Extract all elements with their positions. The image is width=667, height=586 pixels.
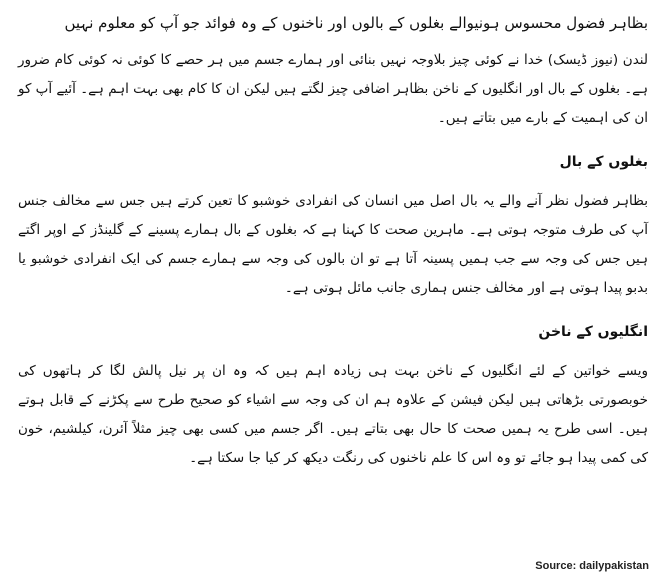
section-heading-armpit-hair: بغلوں کے بال [559,154,648,170]
spacer [18,133,648,139]
source-credit: Source: dailypakistan [535,560,649,572]
section-heading-nails: انگلیوں کے ناخن [538,324,648,340]
spacer [18,303,648,309]
article-title: بظاہر فضول محسوس ہونیوالے بغلوں کے بالوں اور ناخنوں کے وہ فوائد جو آپ کو معلوم نہیں [64,14,648,32]
section-body-nails: ویسے خواتین کے لئے انگلیوں کے ناخن بہت ہی زیادہ اہم ہیں کہ وہ ان پر نیل پالش لگا کر ہاتھوں کی خوبصورتی بڑھاتی ہیں لیکن فیشن کے علاوہ ہم ان کی وجہ سے اشیاء کو صحیح طرح سے پکڑنے کے قابل ہوتے ہیں۔ اسی طرح یہ ہمیں صحت کا حال بھی بتاتے ہیں۔ اگر جسم میں کسی بھی چیز مثلاً آئرن، کیلشیم، خون کی کمی پیدا ہو جائے تو وہ اس کا علم ناخنوں کی رنگت دیکھ کر کیا جا سکتا ہے۔ [18,363,648,466]
article [18,8,648,578]
section-body-armpit-hair: بظاہر فضول نظر آنے والے یہ بال اصل میں انسان کی انفرادی خوشبو کا تعین کرتے ہیں جس سے مخالف جنس آپ کی طرف متوجہ ہوتی ہے۔ ماہرین صحت کا کہنا ہے کہ بغلوں کے بال ہمارے پسینے کے گلینڈز کے اوپر اگتے ہیں جس کی وجہ سے جب ہمیں پسینہ آتا ہے تو ان بالوں کی وجہ سے ہمارے جسم کی ایک انفرادی خوشبو یا بدبو پیدا ہوتی ہے اور مخالف جنس ہماری جانب مائل ہوتی ہے۔ [18,193,648,296]
intro-paragraph: لندن (نیوز ڈیسک) خدا نے کوئی چیز بلاوجہ نہیں بنائی اور ہمارے جسم میں ہر حصے کا کوئی نہ کوئی کام ضرور ہے۔ بغلوں کے بال اور انگلیوں کے ناخن بظاہر اضافی چیز لگتے ہیں لیکن ان کا کام بھی بہت اہم ہے۔ آئیے آپ کو ان کی اہمیت کے بارے میں بتاتے ہیں۔ [17,52,648,126]
